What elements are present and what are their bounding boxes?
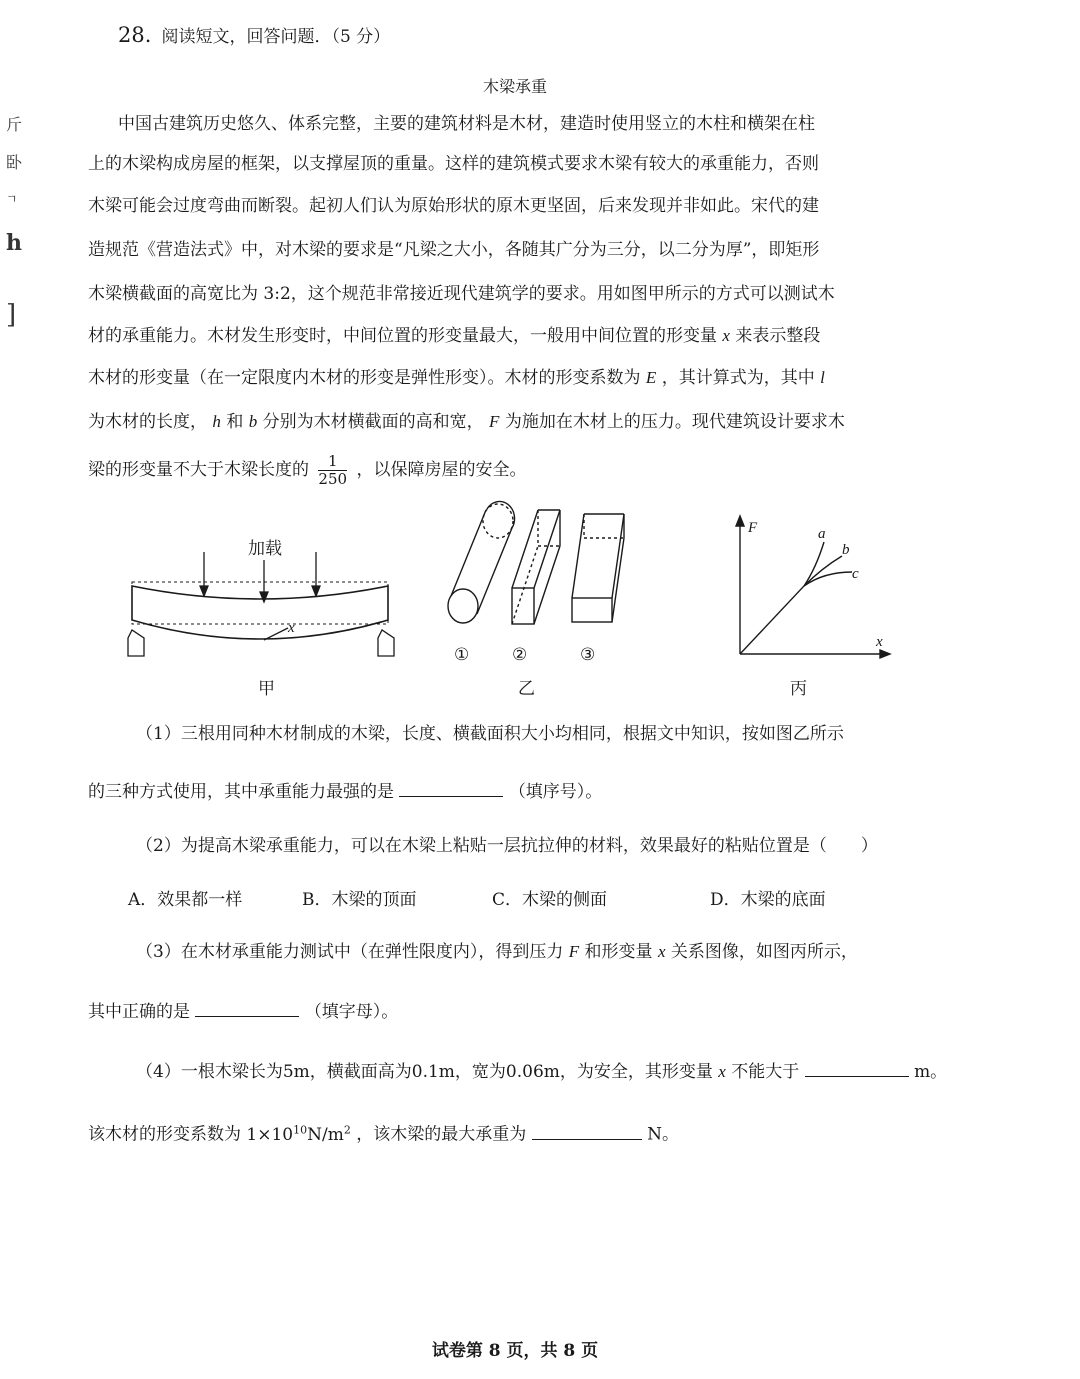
text-segment: ，其计算式为，其中 — [661, 368, 815, 388]
page-footer: 试卷第 8 页，共 8 页 — [431, 1341, 599, 1361]
curve-b — [804, 556, 842, 586]
q2-stem: （2）为提高木梁承重能力，可以在木梁上粘贴一层抗拉伸的材料，效果最好的粘贴位置是（ ） — [136, 836, 878, 856]
text-segment: 和 — [226, 412, 244, 432]
q4-max-load-blank[interactable] — [532, 1121, 642, 1140]
curve-a — [740, 542, 824, 654]
beam-label-1: ① — [454, 645, 470, 664]
article-line: 中国古建筑历史悠久、体系完整，主要的建筑材料是木材，建造时使用竖立的木柱和横架在柱 — [118, 114, 815, 134]
figure-yi — [430, 500, 650, 670]
text-segment: 为木材的长度， — [88, 412, 207, 432]
article-line — [88, 450, 526, 490]
q1-line: （1）三根用同种木材制成的木梁，长度、横截面积大小均相同，根据文中知识，按如图乙所示 — [136, 724, 844, 744]
var-F: F — [489, 412, 500, 431]
q2-option-c[interactable]: C．木梁的侧面 — [492, 890, 608, 910]
q2-option-a[interactable]: A．效果都一样 — [128, 890, 243, 910]
article-line: 造规范《营造法式》中，对木梁的要求是“凡梁之大小，各随其广分为三分，以二分为厚”，即矩形 — [88, 240, 820, 260]
var-x: x — [722, 326, 730, 345]
text-segment: ，以保障房屋的安全。 — [356, 460, 527, 480]
q2-option-d[interactable]: D．木梁的底面 — [710, 890, 826, 910]
y-axis-label: F — [748, 520, 758, 536]
left-support — [128, 630, 144, 656]
fraction-numerator: 1 — [318, 453, 347, 471]
text-segment: （3）在木材承重能力测试中（在弹性限度内），得到压力 — [136, 942, 564, 962]
text-segment: 分别为木材横截面的高和宽， — [262, 412, 484, 432]
fraction — [318, 453, 347, 488]
bent-beam — [132, 586, 388, 639]
text-segment: m。 — [914, 1062, 948, 1082]
figure-jia-caption: 甲 — [258, 679, 275, 699]
coefficient — [246, 1125, 350, 1145]
y-axis-arrow — [736, 516, 744, 526]
curve-a-label: a — [818, 526, 826, 542]
article-line: 木梁可能会过度弯曲而断裂。起初人们认为原始形状的原木更坚固，后来发现并非如此。宋代的建 — [88, 196, 819, 216]
figure-yi-caption: 乙 — [518, 679, 535, 699]
q4-line — [88, 1118, 679, 1147]
question-prompt: 阅读短文，回答问题．（5 分） — [161, 27, 391, 47]
article-line — [88, 366, 825, 390]
beam-round — [448, 501, 515, 623]
question-number: 28. — [118, 23, 152, 47]
var-E: E — [645, 368, 657, 387]
text-segment: （填序号）。 — [508, 782, 603, 802]
text-segment: 该木材的形变系数为 — [88, 1124, 241, 1145]
margin-mark: 斤 — [6, 115, 23, 134]
text-segment: 关系图像，如图丙所示， — [670, 942, 858, 962]
curve-c-label: c — [852, 566, 859, 582]
var-b: b — [248, 412, 258, 431]
article-title: 木梁承重 — [482, 77, 547, 96]
text-segment: 材的承重能力。木材发生形变时，中间位置的形变量最大，一般用中间位置的形变量 — [88, 326, 717, 346]
beam-label-2: ② — [512, 645, 528, 664]
figure-jia — [120, 530, 410, 670]
text-segment: N。 — [647, 1124, 679, 1145]
beam-label-3: ③ — [580, 645, 596, 664]
coef-unit: N/m — [307, 1124, 344, 1145]
text-segment: （4）一根木梁长为5m，横截面高为0.1m，宽为0.06m，为安全，其形变量 — [136, 1062, 713, 1082]
text-segment: 其中正确的是 — [88, 1002, 190, 1022]
text-segment: 来表示整段 — [735, 326, 821, 346]
coef-base: 1×10 — [246, 1124, 294, 1145]
var-x: x — [657, 942, 666, 961]
x-axis-arrow — [880, 650, 890, 658]
deflection-label: x — [288, 620, 295, 636]
load-arrow-head — [200, 586, 208, 596]
curve-b-label: b — [842, 542, 850, 558]
coef-unit-exponent: 2 — [343, 1123, 351, 1136]
article-line — [88, 324, 820, 348]
margin-mark: ㄱ — [6, 192, 18, 206]
text-segment: 木材的形变量（在一定限度内木材的形变是弹性形变）。木材的形变系数为 — [88, 368, 641, 388]
margin-mark: ] — [6, 300, 17, 330]
beam-original-outline — [132, 582, 388, 624]
text-segment: 梁的形变量不大于木梁长度的 — [88, 460, 309, 480]
beam-flat — [572, 514, 624, 622]
fraction-denominator: 250 — [318, 470, 348, 488]
text-segment: （填字母）。 — [304, 1002, 399, 1022]
var-x: x — [718, 1062, 726, 1081]
figure-bing-caption: 丙 — [790, 679, 807, 699]
beam-vertical — [512, 510, 560, 624]
margin-mark: 卧 — [6, 153, 23, 172]
q4-line — [136, 1058, 947, 1084]
q2-option-b[interactable]: B．木梁的顶面 — [302, 890, 417, 910]
x-axis-label: x — [876, 634, 883, 650]
article-line: 木梁横截面的高宽比为 3:2，这个规范非常接近现代建筑学的要求。用如图甲所示的方式可以测试木 — [88, 284, 835, 304]
margin-mark: h — [6, 230, 22, 256]
article-line — [88, 410, 845, 434]
q3-line — [88, 998, 398, 1024]
text-segment: ，该木梁的最大承重为 — [356, 1124, 527, 1145]
q3-answer-blank[interactable] — [195, 998, 299, 1017]
var-F: F — [568, 942, 580, 961]
right-support — [378, 630, 394, 656]
text-segment: 不能大于 — [731, 1062, 800, 1082]
q4-deformation-blank[interactable] — [805, 1058, 909, 1077]
load-arrow-head — [260, 592, 268, 602]
var-h: h — [212, 412, 221, 431]
text-segment: 的三种方式使用，其中承重能力最强的是 — [88, 782, 394, 802]
var-l: l — [820, 368, 825, 387]
text-segment: 和形变量 — [584, 942, 653, 962]
q1-line — [88, 778, 602, 804]
q3-line — [136, 940, 858, 964]
coef-exponent: 10 — [293, 1123, 308, 1136]
figure-bing — [720, 512, 900, 662]
q1-answer-blank[interactable] — [399, 778, 503, 797]
load-arrow-head — [312, 586, 320, 596]
text-segment: 为施加在木材上的压力。现代建筑设计要求木 — [504, 412, 845, 432]
article-line: 上的木梁构成房屋的框架，以支撑屋顶的重量。这样的建筑模式要求木梁有较大的承重能力，否则 — [88, 154, 819, 174]
question-header — [118, 22, 390, 47]
load-label: 加载 — [248, 539, 282, 558]
